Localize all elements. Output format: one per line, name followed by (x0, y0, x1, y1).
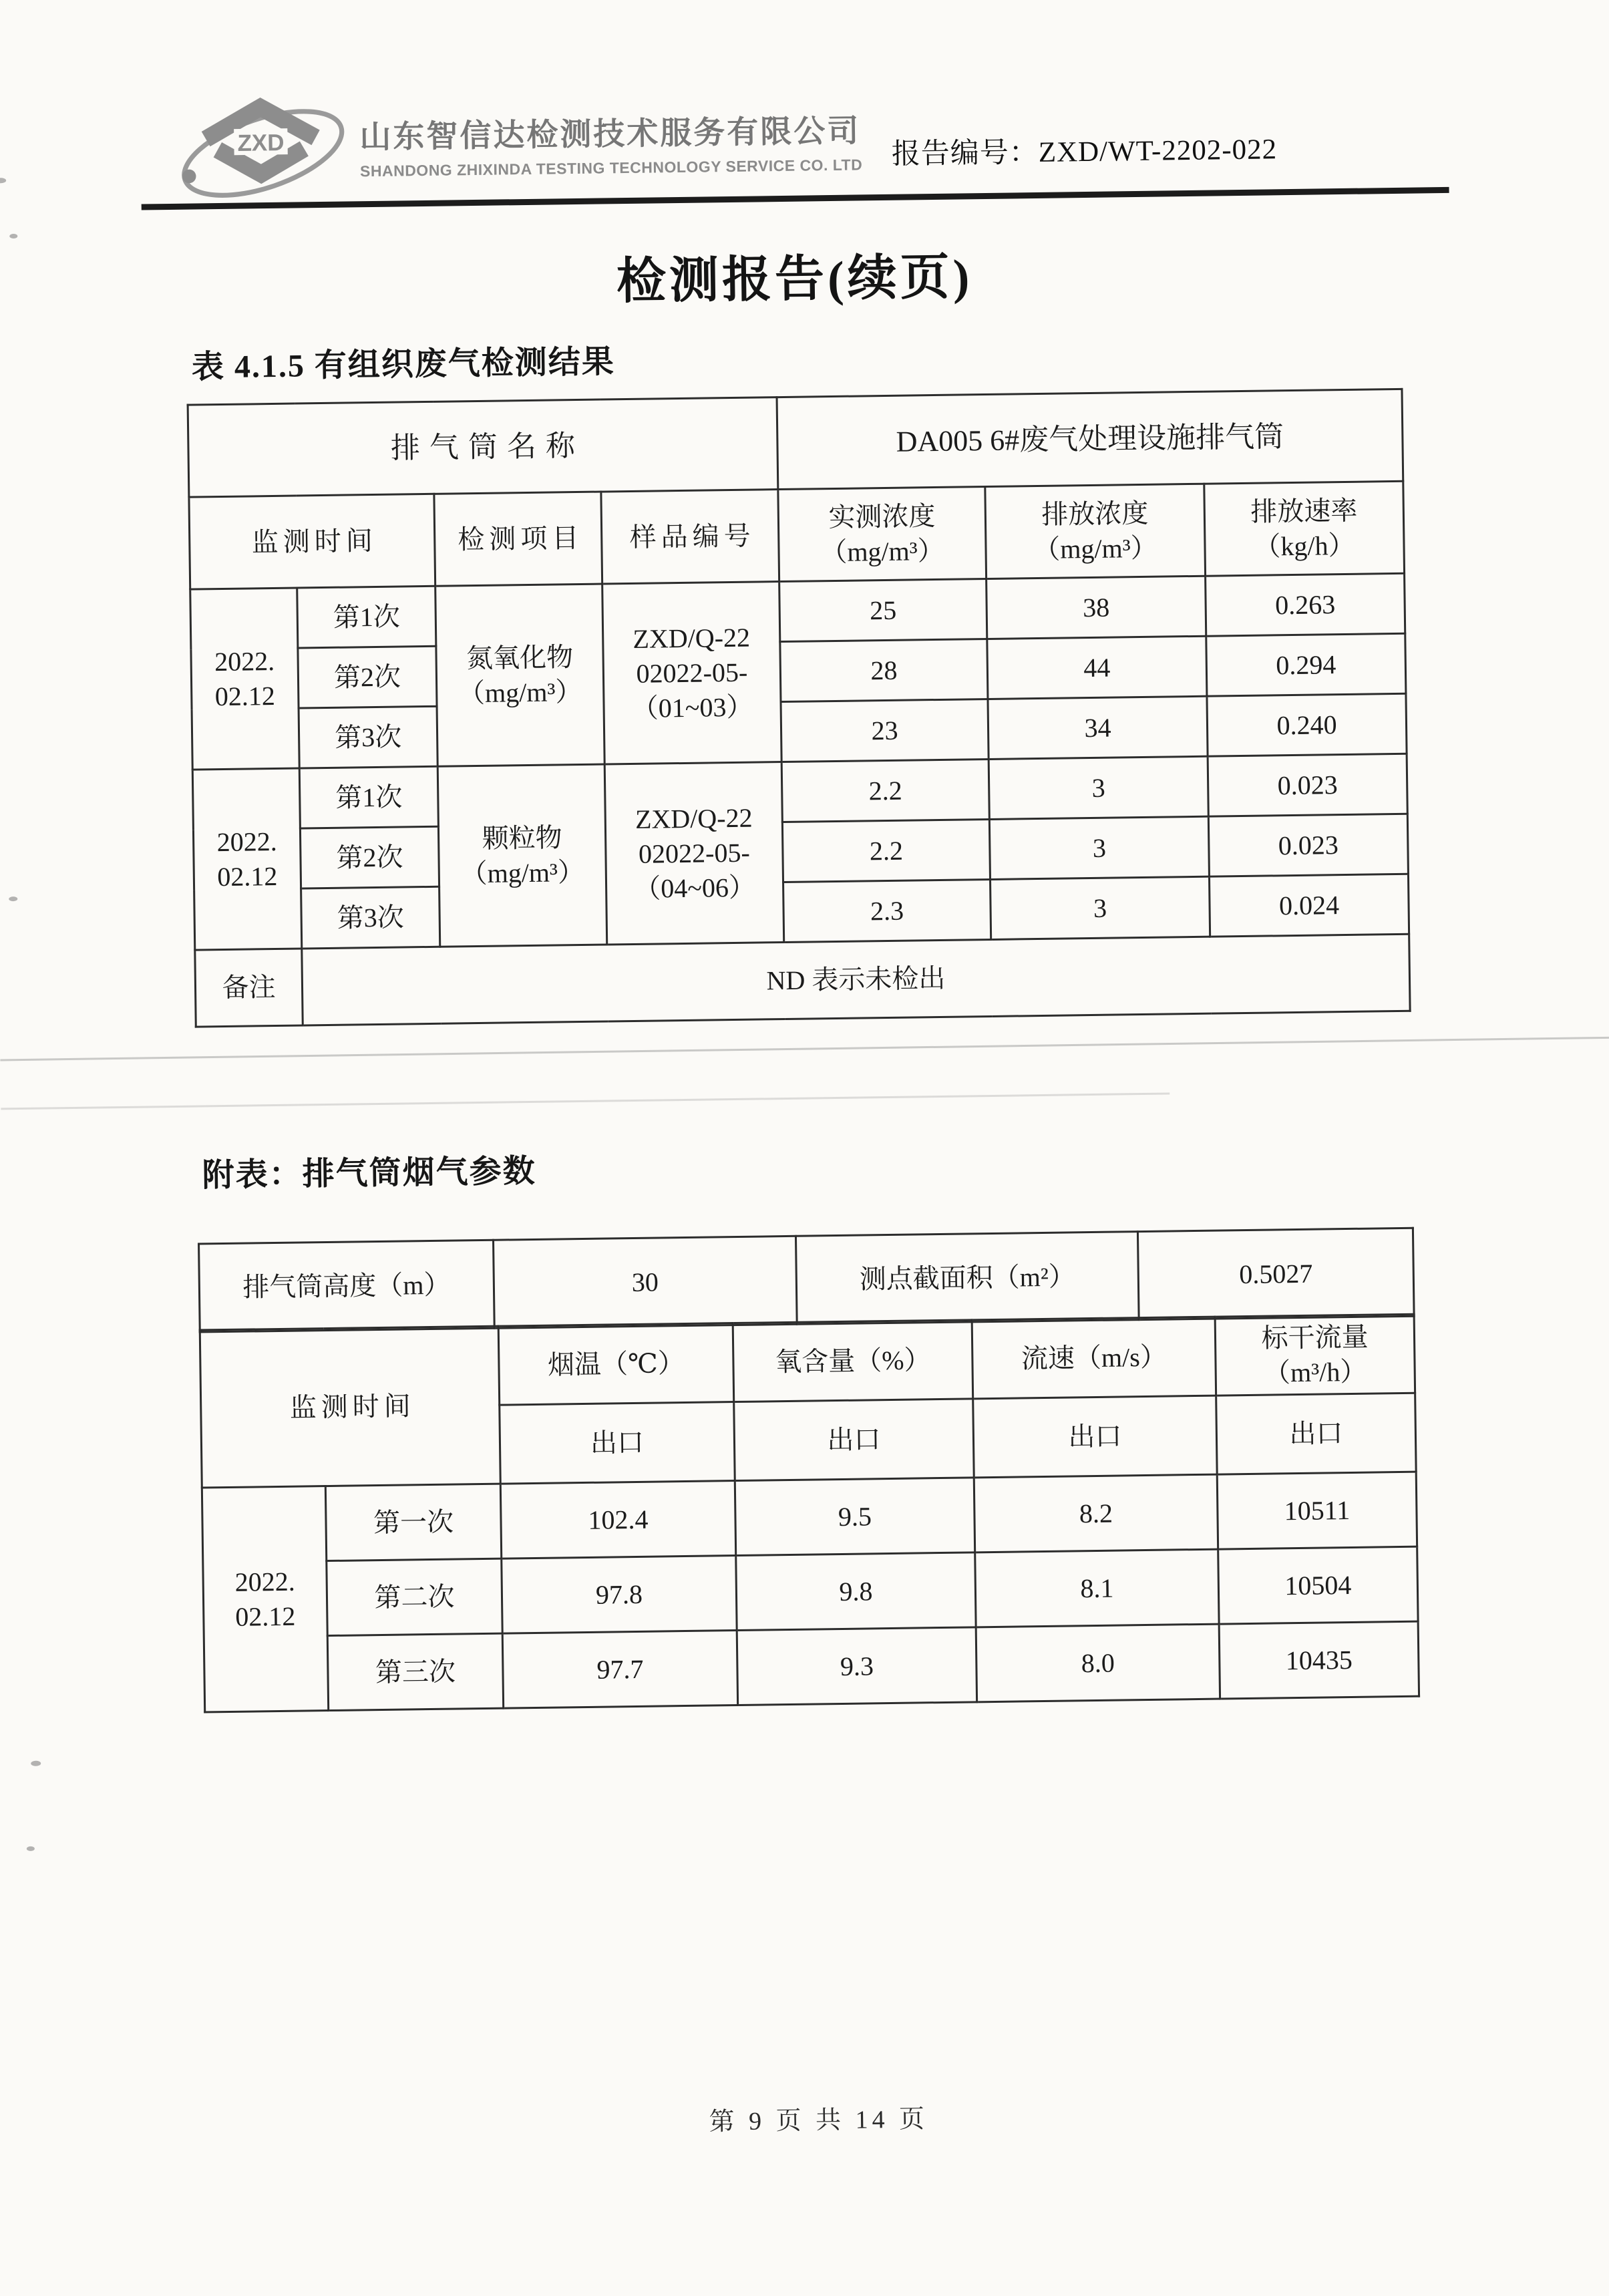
col-header-emission-rate: 排放速率 （kg/h） (1204, 481, 1405, 576)
g1-sample-no: ZXD/Q-22 02022-05- （01~03） (602, 582, 782, 764)
scan-speck (9, 896, 17, 901)
stack-name-label: 排气筒名称 (188, 397, 778, 498)
g2-r3-rate: 0.024 (1209, 874, 1409, 937)
time-header: 监测时间 (200, 1326, 500, 1488)
t2-r2-oxygen: 9.8 (736, 1552, 976, 1631)
report-number-label: 报告编号： (891, 136, 1039, 170)
company-name-cn: 山东智信达检测技术服务有限公司 (359, 112, 861, 155)
g2-r1-conc: 3 (989, 756, 1208, 819)
note-label: 备注 (195, 949, 303, 1027)
company-name-en: SHANDONG ZHIXINDA TESTING TECHNOLOGY SERVICE CO. LTD (359, 156, 863, 180)
scan-speck (31, 1761, 41, 1766)
t2-r1-flow: 10511 (1217, 1472, 1417, 1549)
section-area-label: 测点截面积（m²） (795, 1232, 1139, 1325)
col-header-emission-conc: 排放浓度 （mg/m³） (985, 484, 1206, 579)
stack-name-value: DA005 6#废气处理设施排气筒 (777, 389, 1403, 489)
report-number-value: ZXD/WT-2202-022 (1038, 134, 1278, 168)
t2-date: 2022. 02.12 (202, 1486, 328, 1712)
outlet-label: 出口 (500, 1402, 735, 1484)
t2-r3-velocity: 8.0 (976, 1624, 1220, 1702)
g2-r1-rate: 0.023 (1208, 754, 1407, 816)
t2-r1-temp: 102.4 (500, 1481, 735, 1559)
g2-r2-measured: 2.2 (782, 819, 990, 882)
t2-r2-temp: 97.8 (502, 1556, 737, 1634)
g2-r2-rate: 0.023 (1208, 814, 1408, 876)
note-value: ND 表示未检出 (302, 934, 1410, 1025)
param-header-temp: 烟温（℃） (498, 1323, 734, 1406)
g1-r1-measured: 25 (779, 579, 987, 642)
g1-r1-conc: 38 (987, 576, 1206, 639)
t2-r2-flow: 10504 (1218, 1546, 1418, 1624)
g2-r3-conc: 3 (991, 876, 1210, 939)
t2-run3: 第三次 (327, 1633, 503, 1710)
g1-r1-rate: 0.263 (1206, 573, 1405, 636)
param-header-flow: 标干流量（m³/h） (1215, 1314, 1415, 1396)
g2-run2: 第2次 (300, 826, 439, 888)
g1-item: 氮氧化物 （mg/m³） (435, 584, 605, 766)
g1-date: 2022. 02.12 (190, 588, 300, 770)
logo-text: ZXD (237, 130, 285, 156)
company-logo-icon (174, 92, 349, 217)
page-number: 第 9 页 共 14 页 (709, 2105, 929, 2136)
g1-r3-rate: 0.240 (1207, 693, 1407, 756)
g2-run1: 第1次 (299, 766, 438, 828)
col-header-item: 检测项目 (434, 492, 602, 586)
t2-r3-oxygen: 9.3 (737, 1627, 976, 1705)
flue-gas-params-table (199, 1313, 1420, 1713)
t2-r3-temp: 97.7 (502, 1631, 737, 1709)
t2-run1: 第一次 (325, 1484, 501, 1561)
scan-speck (9, 234, 17, 238)
stack-height-label: 排气筒高度（m） (199, 1240, 495, 1332)
scan-speck (27, 1846, 35, 1851)
g2-r3-measured: 2.3 (783, 879, 991, 942)
t2-run2: 第二次 (327, 1559, 502, 1635)
outlet-label: 出口 (734, 1399, 974, 1481)
param-header-oxygen: 氧含量（%） (733, 1320, 973, 1402)
t2-r1-velocity: 8.2 (974, 1474, 1218, 1552)
col-header-measured: 实测浓度 （mg/m³） (778, 487, 987, 582)
scan-artifact-line (1, 1092, 1170, 1110)
t2-r2-velocity: 8.1 (975, 1549, 1219, 1627)
g2-date: 2022. 02.12 (192, 768, 302, 950)
g1-r2-measured: 28 (780, 639, 988, 702)
g1-r2-conc: 44 (987, 636, 1207, 699)
g2-r2-conc: 3 (989, 816, 1209, 879)
g2-r1-measured: 2.2 (781, 759, 989, 822)
page-title: 检测报告(续页) (616, 250, 973, 310)
section2-heading: 附表：排气筒烟气参数 (202, 1153, 537, 1194)
g2-run3: 第3次 (301, 886, 440, 949)
t2-r3-flow: 10435 (1219, 1621, 1419, 1699)
g1-r3-conc: 34 (988, 696, 1208, 759)
col-header-sample: 样品编号 (601, 490, 779, 584)
param-header-velocity: 流速（m/s） (972, 1317, 1216, 1399)
t2-r1-oxygen: 9.5 (735, 1478, 974, 1556)
outlet-label: 出口 (973, 1396, 1218, 1478)
report-number-line (891, 126, 1277, 172)
g2-sample-no: ZXD/Q-22 02022-05- （04~06） (604, 762, 784, 945)
g1-run1: 第1次 (297, 586, 436, 648)
scan-speck (0, 178, 6, 183)
g2-item: 颗粒物 （mg/m³） (437, 764, 607, 947)
outlet-label: 出口 (1216, 1393, 1417, 1474)
col-header-time: 监测时间 (189, 494, 435, 589)
g1-run3: 第3次 (299, 706, 437, 768)
g1-r3-measured: 23 (781, 699, 989, 762)
g1-run2: 第2次 (298, 646, 437, 708)
section-area-value: 0.5027 (1137, 1228, 1414, 1319)
emission-results-table (187, 388, 1411, 1028)
scan-artifact-line (0, 1037, 1609, 1061)
company-name-block (359, 113, 862, 180)
g1-r2-rate: 0.294 (1206, 633, 1406, 696)
section1-heading: 表 4.1.5 有组织废气检测结果 (191, 344, 616, 385)
stack-height-value: 30 (494, 1236, 797, 1328)
